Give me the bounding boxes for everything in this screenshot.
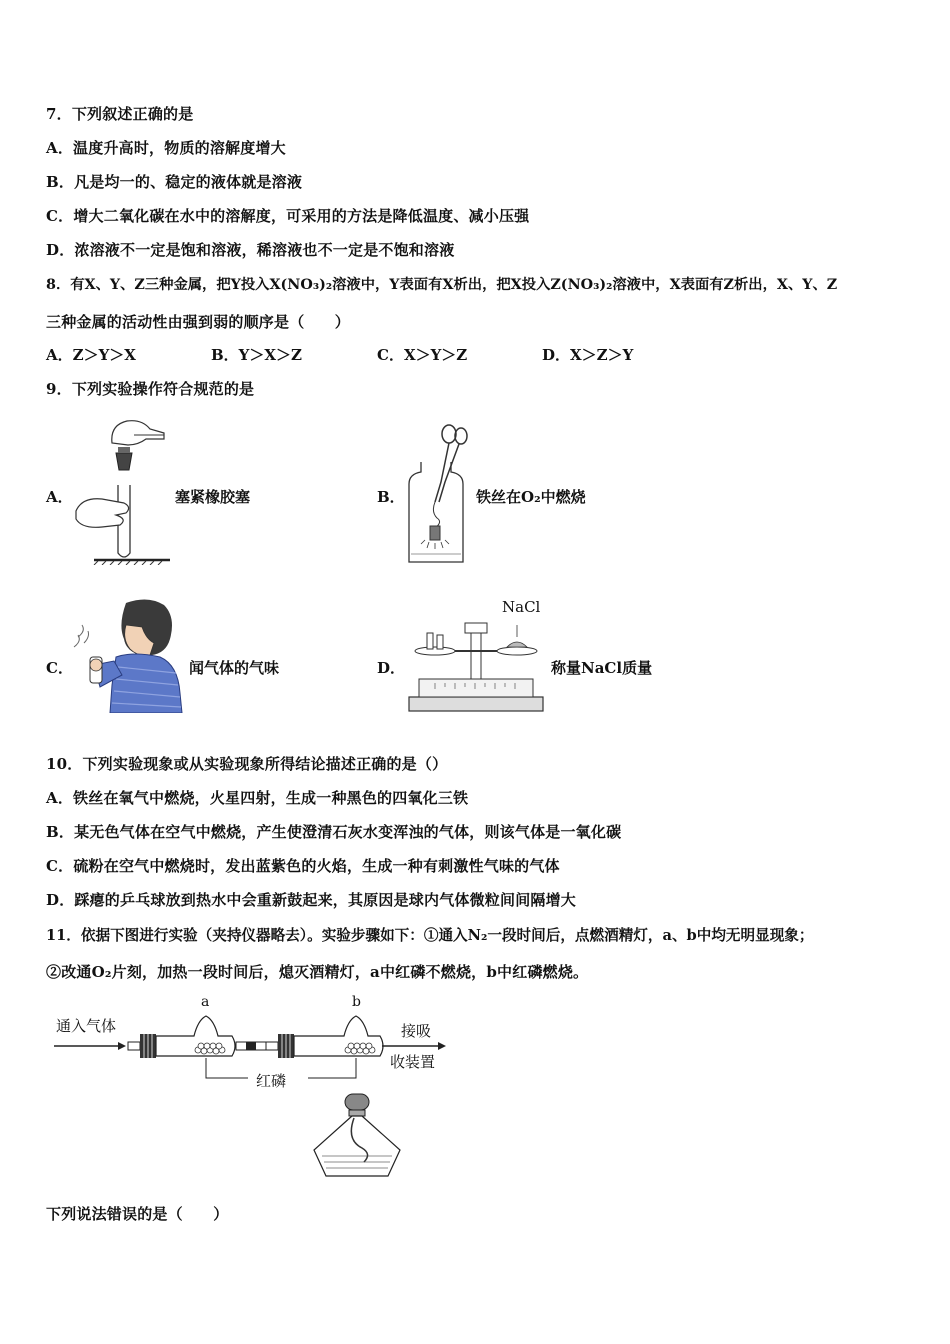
q7-option-c: C．增大二氧化碳在水中的溶解度，可采用的方法是降低温度、减小压强: [46, 207, 530, 225]
q9-option-c-caption: 闻气体的气味: [189, 659, 280, 677]
q10-option-d: D．踩瘪的乒乓球放到热水中会重新鼓起来，其原因是球内气体微粒间间隔增大: [46, 891, 577, 909]
red-phosphorus-label: 红磷: [256, 1072, 287, 1090]
stopper-test-tube-figure: [72, 415, 172, 565]
q8-option-a: A．Z＞Y＞X: [46, 346, 136, 364]
q9-stem: 9．下列实验操作符合规范的是: [46, 380, 255, 398]
nacl-label: NaCl: [502, 598, 541, 616]
q7-option-a: A．温度升高时，物质的溶解度增大: [46, 139, 286, 157]
tube-b-label: b: [352, 994, 361, 1010]
smell-gas-figure: [70, 595, 185, 713]
q11-stem-line2: ②改通O₂片刻，加热一段时间后，熄灭酒精灯，a中红磷不燃烧，b中红磷燃烧。: [46, 963, 589, 981]
outlet-label-2: 收装置: [390, 1053, 436, 1071]
q10-option-a: A．铁丝在氧气中燃烧，火星四射，生成一种黑色的四氧化三铁: [46, 789, 469, 807]
q9-option-c-letter: C．: [46, 659, 73, 677]
q7-option-d: D．浓溶液不一定是饱和溶液，稀溶液也不一定是不饱和溶液: [46, 241, 455, 259]
q11-question: 下列说法错误的是（ ）: [46, 1205, 229, 1223]
q8-stem-line1: 8．有X、Y、Z三种金属，把Y投入X(NO₃)₂溶液中，Y表面有X析出，把X投入Z(NO₃)₂溶液中，X表面有Z析出，X、Y、Z: [46, 277, 838, 293]
iron-wire-burning-figure: [405, 422, 469, 568]
q8-option-d: D．X＞Z＞Y: [542, 346, 634, 364]
q9-option-b-caption: 铁丝在O₂中燃烧: [476, 488, 586, 506]
q9-option-a-caption: 塞紧橡胶塞: [175, 488, 251, 506]
q9-option-d-letter: D．: [377, 659, 406, 677]
q11-stem-line1: 11．依据下图进行实验（夹持仪器略去）。实验步骤如下：①通入N₂一段时间后，点燃酒精灯，a、b中均无明显现象；: [46, 927, 814, 944]
balance-figure: [405, 617, 547, 713]
q10-option-c: C．硫粉在空气中燃烧时，发出蓝紫色的火焰，生成一种有刺激性气味的气体: [46, 857, 560, 875]
q9-option-b-letter: B．: [377, 488, 405, 506]
q7-stem: 7．下列叙述正确的是: [46, 105, 194, 123]
outlet-label-1: 接吸: [401, 1022, 432, 1040]
q8-stem-line2: 三种金属的活动性由强到弱的顺序是（ ）: [46, 313, 351, 331]
q8-option-c: C．X＞Y＞Z: [377, 346, 468, 364]
q9-option-a-letter: A．: [46, 488, 73, 506]
tube-a-label: a: [201, 994, 210, 1010]
q10-option-b: B．某无色气体在空气中燃烧，产生使澄清石灰水变浑浊的气体，则该气体是一氧化碳: [46, 823, 622, 841]
inlet-label: 通入气体: [56, 1017, 117, 1035]
q8-option-b: B．Y＞X＞Z: [211, 346, 302, 364]
q9-option-d-caption: 称量NaCl质量: [551, 659, 653, 677]
q7-option-b: B．凡是均一的、稳定的液体就是溶液: [46, 173, 303, 191]
q10-stem: 10．下列实验现象或从实验现象所得结论描述正确的是（）: [46, 755, 448, 773]
